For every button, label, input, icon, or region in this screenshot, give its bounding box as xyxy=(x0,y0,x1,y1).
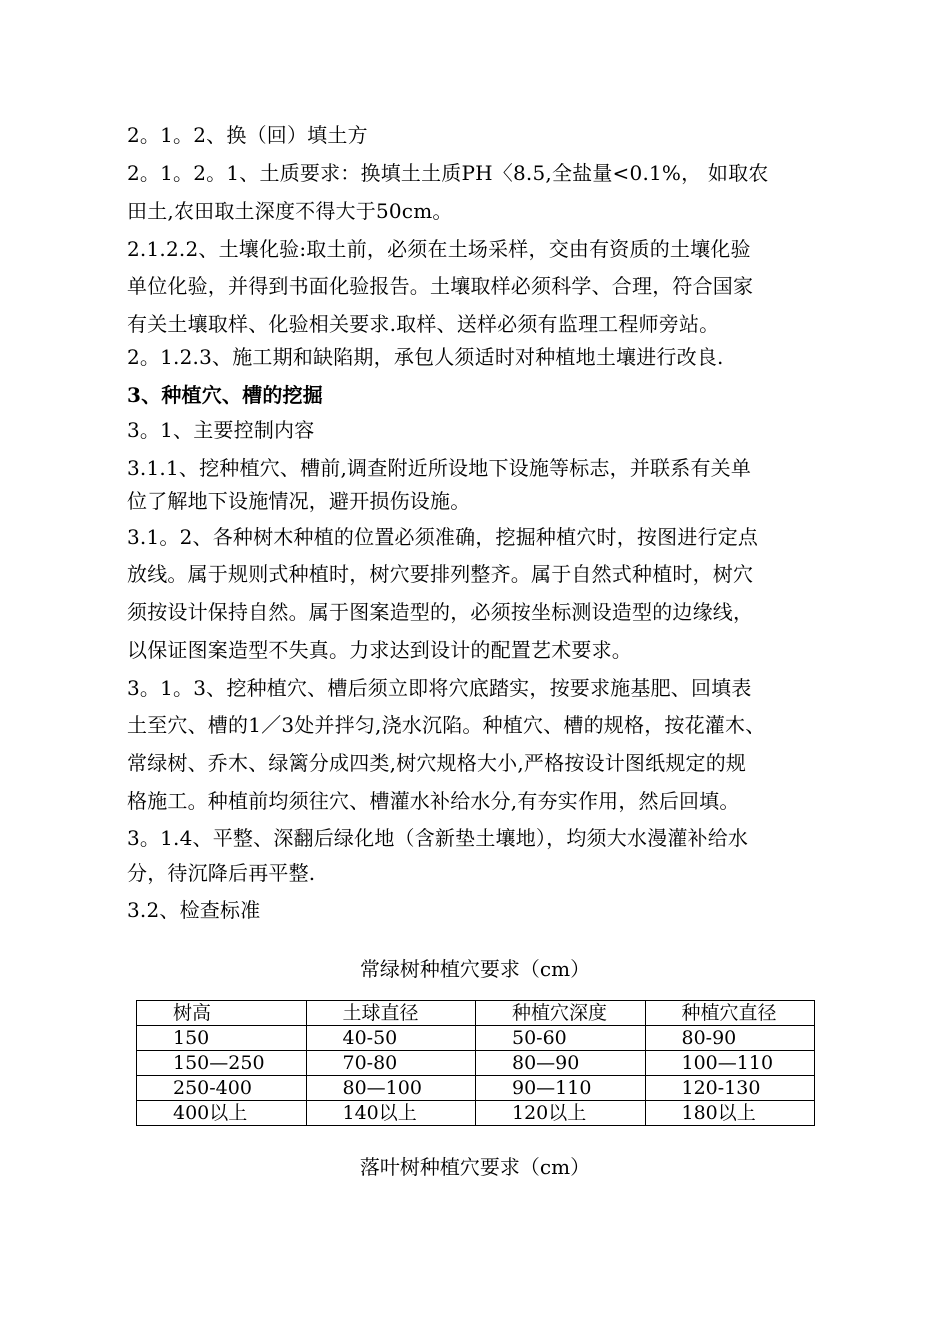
table-cell: 120-130 xyxy=(645,1076,815,1101)
paragraph-line: 土至穴、槽的1／3处并拌匀,浇水沉陷。种植穴、槽的规格，按花灌木、 xyxy=(127,713,766,737)
paragraph-line: 2。1。2。1、土质要求：换填土土质PH〈8.5,全盐量<0.1%， 如取农 xyxy=(127,161,769,185)
paragraph-line: 3.1.1、挖种植穴、槽前,调查附近所设地下设施等标志，并联系有关单 xyxy=(127,456,752,480)
table-cell: 180以上 xyxy=(645,1101,815,1126)
table-row xyxy=(137,1076,815,1101)
table-cell: 70-80 xyxy=(306,1051,476,1076)
paragraph-line: 格施工。种植前均须往穴、槽灌水补给水分,有夯实作用，然后回填。 xyxy=(127,789,740,813)
paragraph-line: 须按设计保持自然。属于图案造型的，必须按坐标测设造型的边缘线， xyxy=(127,600,754,624)
table-cell: 150—250 xyxy=(137,1051,307,1076)
table-header-cell: 树高 xyxy=(137,1001,307,1026)
section-heading-3: 3、种植穴、槽的挖掘 xyxy=(127,383,323,407)
table-cell: 400以上 xyxy=(137,1101,307,1126)
table-header-cell: 土球直径 xyxy=(306,1001,476,1026)
paragraph-line: 3。1.4、平整、深翻后绿化地（含新垫土壤地），均须大水漫灌补给水 xyxy=(127,826,749,850)
table-cell: 140以上 xyxy=(306,1101,476,1126)
table-row xyxy=(137,1051,815,1076)
subheading-3-2: 3.2、检查标准 xyxy=(127,898,261,922)
paragraph-line: 放线。属于规则式种植时，树穴要排列整齐。属于自然式种植时，树穴 xyxy=(127,562,754,586)
heading-2-1-2: 2。1。2、换（回）填土方 xyxy=(127,123,368,147)
table-cell: 40-50 xyxy=(306,1026,476,1051)
paragraph-line: 分，待沉降后再平整. xyxy=(127,861,316,885)
paragraph-line: 3。1。3、挖种植穴、槽后须立即将穴底踏实，按要求施基肥、回填表 xyxy=(127,676,752,700)
table-cell: 80—90 xyxy=(476,1051,646,1076)
table-caption-evergreen: 常绿树种植穴要求（cm） xyxy=(359,957,591,981)
paragraph-line: 3.1。2、各种树木种植的位置必须准确，挖掘种植穴时，按图进行定点 xyxy=(127,525,759,549)
evergreen-planting-pit-table xyxy=(136,1000,815,1126)
paragraph-line: 常绿树、乔木、绿篱分成四类,树穴规格大小,严格按设计图纸规定的规 xyxy=(127,751,747,775)
table-cell: 100—110 xyxy=(645,1051,815,1076)
table-cell: 50-60 xyxy=(476,1026,646,1051)
table-cell: 80—100 xyxy=(306,1076,476,1101)
table-header-cell: 种植穴直径 xyxy=(645,1001,815,1026)
paragraph-line: 位了解地下设施情况，避开损伤设施。 xyxy=(127,489,471,513)
paragraph-line: 2.1.2.2、土壤化验:取土前，必须在土场采样，交由有资质的土壤化验 xyxy=(127,237,751,261)
table-header-cell: 种植穴深度 xyxy=(476,1001,646,1026)
table-caption-deciduous: 落叶树种植穴要求（cm） xyxy=(359,1155,591,1179)
table-header-row xyxy=(137,1001,815,1026)
table-cell: 90—110 xyxy=(476,1076,646,1101)
table-cell: 120以上 xyxy=(476,1101,646,1126)
paragraph-line: 2。1.2.3、施工期和缺陷期，承包人须适时对种植地土壤进行改良. xyxy=(127,345,724,369)
table-cell: 150 xyxy=(137,1026,307,1051)
paragraph-line: 田土,农田取土深度不得大于50cm。 xyxy=(127,199,453,223)
table-row xyxy=(137,1026,815,1051)
table-cell: 80-90 xyxy=(645,1026,815,1051)
paragraph-line: 有关土壤取样、化验相关要求.取样、送样必须有监理工程师旁站。 xyxy=(127,312,720,336)
paragraph-line: 单位化验，并得到书面化验报告。土壤取样必须科学、合理，符合国家 xyxy=(127,274,754,298)
subheading-3-1: 3。1、主要控制内容 xyxy=(127,418,315,442)
table-cell: 250-400 xyxy=(137,1076,307,1101)
table-row xyxy=(137,1101,815,1126)
paragraph-line: 以保证图案造型不失真。力求达到设计的配置艺术要求。 xyxy=(127,638,632,662)
